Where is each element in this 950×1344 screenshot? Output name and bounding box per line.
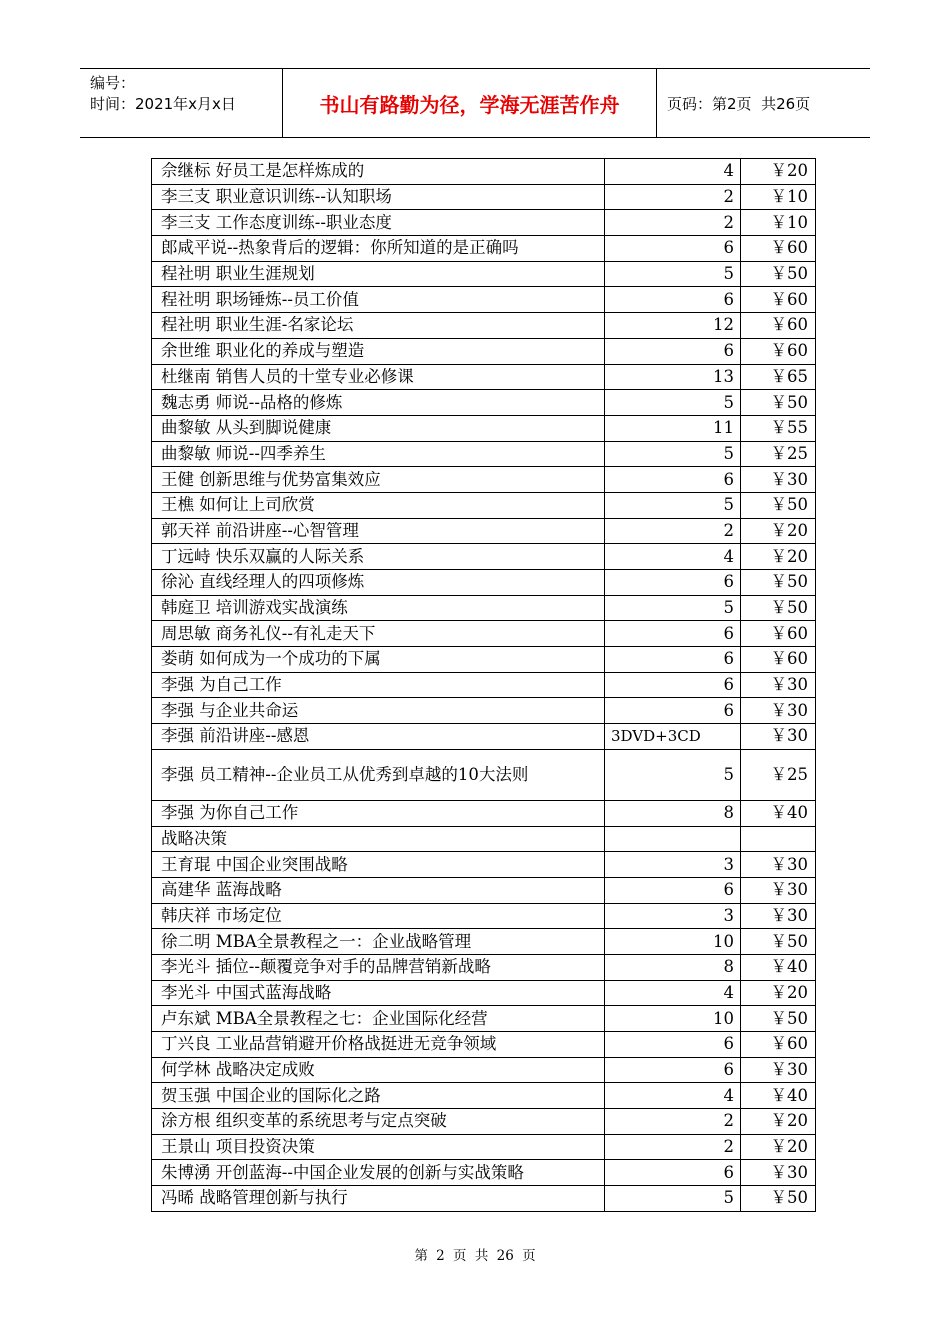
course-price: ￥50 xyxy=(741,1006,816,1032)
course-price: ￥40 xyxy=(741,954,816,980)
course-quantity xyxy=(605,826,741,852)
course-title: 徐沁 直线经理人的四项修炼 xyxy=(152,570,605,596)
table-row xyxy=(152,1083,816,1109)
table-row xyxy=(152,441,816,467)
course-quantity: 3DVD+3CD xyxy=(605,724,741,750)
course-price: ￥20 xyxy=(741,1134,816,1160)
course-quantity: 6 xyxy=(605,672,741,698)
course-title: 李光斗 中国式蓝海战略 xyxy=(152,980,605,1006)
course-title: 李强 为自己工作 xyxy=(152,672,605,698)
course-quantity: 3 xyxy=(605,852,741,878)
course-price: ￥40 xyxy=(741,1083,816,1109)
table-row xyxy=(152,724,816,750)
table-row xyxy=(152,1160,816,1186)
course-title: 涂方根 组织变革的系统思考与定点突破 xyxy=(152,1109,605,1135)
course-title: 朱博湧 开创蓝海--中国企业发展的创新与实战策略 xyxy=(152,1160,605,1186)
table-row xyxy=(152,954,816,980)
table-row xyxy=(152,595,816,621)
table-row xyxy=(152,570,816,596)
course-quantity: 5 xyxy=(605,749,741,800)
course-title: 战略决策 xyxy=(152,826,605,852)
table-row xyxy=(152,647,816,673)
table-row xyxy=(152,467,816,493)
course-quantity: 5 xyxy=(605,390,741,416)
course-quantity: 10 xyxy=(605,1006,741,1032)
course-price: ￥25 xyxy=(741,749,816,800)
header-time-label: 时间：2021年x月x日 xyxy=(90,95,236,113)
page-header xyxy=(80,68,870,138)
table-row xyxy=(152,1186,816,1212)
table-row xyxy=(152,1057,816,1083)
course-title: 周思敏 商务礼仪--有礼走天下 xyxy=(152,621,605,647)
table-row xyxy=(152,236,816,262)
course-title: 佘继标 好员工是怎样炼成的 xyxy=(152,159,605,185)
course-price: ￥20 xyxy=(741,518,816,544)
course-title: 李光斗 插位--颠覆竞争对手的品牌营销新战略 xyxy=(152,954,605,980)
course-title: 韩庆祥 市场定位 xyxy=(152,903,605,929)
course-title: 王樵 如何让上司欣赏 xyxy=(152,492,605,518)
course-price: ￥60 xyxy=(741,338,816,364)
course-price: ￥60 xyxy=(741,647,816,673)
course-title: 韩庭卫 培训游戏实战演练 xyxy=(152,595,605,621)
table-row xyxy=(152,1006,816,1032)
table-row xyxy=(152,338,816,364)
table-row xyxy=(152,903,816,929)
course-quantity: 2 xyxy=(605,518,741,544)
course-price: ￥30 xyxy=(741,877,816,903)
course-price: ￥50 xyxy=(741,570,816,596)
course-quantity: 4 xyxy=(605,544,741,570)
course-title: 魏志勇 师说--品格的修炼 xyxy=(152,390,605,416)
course-title: 郭天祥 前沿讲座--心智管理 xyxy=(152,518,605,544)
course-title: 程社明 职业生涯规划 xyxy=(152,261,605,287)
course-quantity: 2 xyxy=(605,210,741,236)
course-title: 贺玉强 中国企业的国际化之路 xyxy=(152,1083,605,1109)
course-price: ￥30 xyxy=(741,672,816,698)
course-quantity: 6 xyxy=(605,698,741,724)
table-row xyxy=(152,672,816,698)
course-price: ￥40 xyxy=(741,800,816,826)
table-row xyxy=(152,261,816,287)
course-price: ￥20 xyxy=(741,980,816,1006)
course-price: ￥10 xyxy=(741,184,816,210)
course-price: ￥60 xyxy=(741,1032,816,1058)
course-quantity: 11 xyxy=(605,415,741,441)
course-title: 娄萌 如何成为一个成功的下属 xyxy=(152,647,605,673)
course-price: ￥60 xyxy=(741,287,816,313)
table-row xyxy=(152,1134,816,1160)
course-quantity: 6 xyxy=(605,338,741,364)
table-row xyxy=(152,929,816,955)
table-row xyxy=(152,210,816,236)
course-price: ￥20 xyxy=(741,544,816,570)
course-quantity: 5 xyxy=(605,441,741,467)
course-quantity: 6 xyxy=(605,287,741,313)
course-price: ￥50 xyxy=(741,492,816,518)
course-quantity: 6 xyxy=(605,1057,741,1083)
course-quantity: 2 xyxy=(605,184,741,210)
table-row xyxy=(152,390,816,416)
course-price: ￥30 xyxy=(741,903,816,929)
course-price xyxy=(741,826,816,852)
course-title: 程社明 职场锤炼--员工价值 xyxy=(152,287,605,313)
course-price: ￥30 xyxy=(741,724,816,750)
course-quantity: 6 xyxy=(605,467,741,493)
header-page-label: 页码：第2页 共26页 xyxy=(667,94,811,113)
table-row xyxy=(152,415,816,441)
course-title: 冯晞 战略管理创新与执行 xyxy=(152,1186,605,1212)
course-price: ￥25 xyxy=(741,441,816,467)
course-quantity: 5 xyxy=(605,492,741,518)
course-title: 王育琨 中国企业突围战略 xyxy=(152,852,605,878)
course-quantity: 4 xyxy=(605,980,741,1006)
course-title: 卢东斌 MBA全景教程之七：企业国际化经营 xyxy=(152,1006,605,1032)
header-page-info xyxy=(657,69,870,137)
header-number-label: 编号： xyxy=(90,74,136,92)
course-quantity: 13 xyxy=(605,364,741,390)
course-title: 曲黎敏 师说--四季养生 xyxy=(152,441,605,467)
table-row xyxy=(152,749,816,800)
page-footer: 第 2 页 共 26 页 xyxy=(414,1248,536,1264)
table-row xyxy=(152,313,816,339)
course-quantity: 6 xyxy=(605,877,741,903)
course-quantity: 5 xyxy=(605,1186,741,1212)
course-price: ￥50 xyxy=(741,595,816,621)
course-quantity: 10 xyxy=(605,929,741,955)
course-quantity: 12 xyxy=(605,313,741,339)
course-price: ￥60 xyxy=(741,621,816,647)
course-title: 程社明 职业生涯-名家论坛 xyxy=(152,313,605,339)
course-quantity: 6 xyxy=(605,1160,741,1186)
table-row xyxy=(152,544,816,570)
course-price: ￥65 xyxy=(741,364,816,390)
course-quantity: 2 xyxy=(605,1109,741,1135)
course-price: ￥60 xyxy=(741,236,816,262)
course-quantity: 2 xyxy=(605,1134,741,1160)
course-price: ￥60 xyxy=(741,313,816,339)
table-row xyxy=(152,159,816,185)
course-price: ￥30 xyxy=(741,852,816,878)
table-row xyxy=(152,698,816,724)
course-price: ￥30 xyxy=(741,1057,816,1083)
table-row xyxy=(152,852,816,878)
course-title: 王景山 项目投资决策 xyxy=(152,1134,605,1160)
course-quantity: 8 xyxy=(605,954,741,980)
course-title: 徐二明 MBA全景教程之一：企业战略管理 xyxy=(152,929,605,955)
course-title: 杜继南 销售人员的十堂专业必修课 xyxy=(152,364,605,390)
table-row xyxy=(152,621,816,647)
course-price: ￥30 xyxy=(741,698,816,724)
course-quantity: 8 xyxy=(605,800,741,826)
table-row xyxy=(152,800,816,826)
course-price: ￥30 xyxy=(741,467,816,493)
course-quantity: 5 xyxy=(605,595,741,621)
course-quantity: 6 xyxy=(605,647,741,673)
course-title: 高建华 蓝海战略 xyxy=(152,877,605,903)
header-motto: 书山有路勤为径，学海无涯苦作舟 xyxy=(283,69,657,137)
course-title: 余世维 职业化的养成与塑造 xyxy=(152,338,605,364)
course-title: 李强 前沿讲座--感恩 xyxy=(152,724,605,750)
course-price: ￥50 xyxy=(741,929,816,955)
course-quantity: 6 xyxy=(605,236,741,262)
course-table-body xyxy=(152,159,816,1212)
table-row xyxy=(152,1109,816,1135)
table-row xyxy=(152,826,816,852)
course-quantity: 4 xyxy=(605,159,741,185)
course-price: ￥50 xyxy=(741,1186,816,1212)
course-quantity: 5 xyxy=(605,261,741,287)
table-row xyxy=(152,980,816,1006)
course-table xyxy=(151,158,816,1212)
course-title: 李三支 工作态度训练--职业态度 xyxy=(152,210,605,236)
table-row xyxy=(152,1032,816,1058)
course-price: ￥30 xyxy=(741,1160,816,1186)
course-price: ￥55 xyxy=(741,415,816,441)
table-row xyxy=(152,518,816,544)
table-row xyxy=(152,364,816,390)
course-quantity: 4 xyxy=(605,1083,741,1109)
course-title: 李强 员工精神--企业员工从优秀到卓越的10大法则 xyxy=(152,749,605,800)
course-price: ￥50 xyxy=(741,261,816,287)
course-title: 丁远峙 快乐双赢的人际关系 xyxy=(152,544,605,570)
course-title: 郎咸平说--热象背后的逻辑：你所知道的是正确吗 xyxy=(152,236,605,262)
course-quantity: 3 xyxy=(605,903,741,929)
table-row xyxy=(152,877,816,903)
course-title: 李三支 职业意识训练--认知职场 xyxy=(152,184,605,210)
course-price: ￥20 xyxy=(741,159,816,185)
course-title: 何学林 战略决定成败 xyxy=(152,1057,605,1083)
table-row xyxy=(152,492,816,518)
table-row xyxy=(152,184,816,210)
table-row xyxy=(152,287,816,313)
course-quantity: 6 xyxy=(605,621,741,647)
course-quantity: 6 xyxy=(605,570,741,596)
course-quantity: 6 xyxy=(605,1032,741,1058)
course-price: ￥10 xyxy=(741,210,816,236)
course-title: 李强 与企业共命运 xyxy=(152,698,605,724)
header-meta xyxy=(80,69,283,137)
course-title: 王健 创新思维与优势富集效应 xyxy=(152,467,605,493)
course-price: ￥50 xyxy=(741,390,816,416)
course-price: ￥20 xyxy=(741,1109,816,1135)
course-title: 曲黎敏 从头到脚说健康 xyxy=(152,415,605,441)
course-title: 李强 为你自己工作 xyxy=(152,800,605,826)
course-title: 丁兴良 工业品营销避开价格战挺进无竞争领域 xyxy=(152,1032,605,1058)
